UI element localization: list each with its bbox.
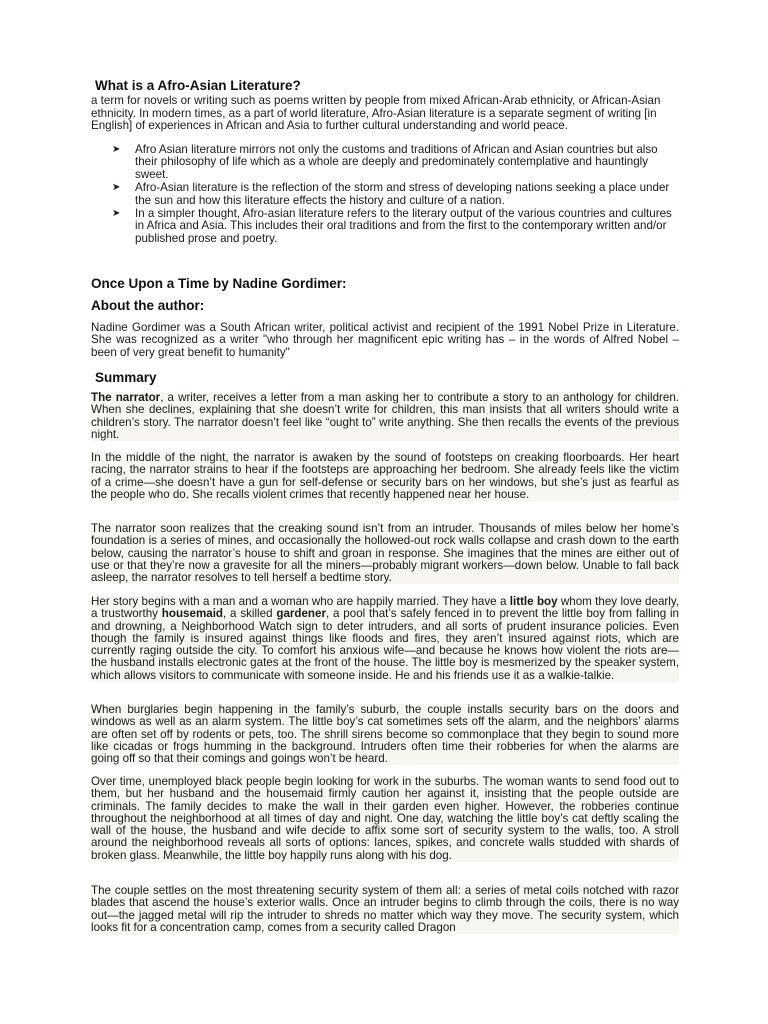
- summary-paragraph-5: When burglaries begin happening in the family’s suburb, the couple installs security bars on the doors and windows as well as an alarm system. The little boy’s cat sometimes sets off the alarm, and the neighbors’ alarms are often set off by rodents or pets, too. The shrill sirens become so commonplace that they begin to sound more like cicadas or frogs humming in the background. Intruders often time their robberies for when the alarms are going off so that their comings and goings won’t be heard.: [91, 703, 679, 766]
- arrowhead-bullet-icon: ➤: [112, 182, 121, 194]
- bullet-list: [112, 144, 678, 246]
- intro-paragraph: a term for novels or writing such as poems written by people from mixed African-Arab ethnicity, or African-Asian ethnicity. In modern times, as a part of world literature, Afro-Asian literature is a separate segment of writing [in English] of experiences in African and Asia to further cultural understanding and world peace.: [91, 94, 661, 132]
- section-title: What is a Afro-Asian Literature?: [95, 78, 301, 93]
- arrowhead-bullet-icon: ➤: [112, 144, 121, 155]
- list-item: ➤ In a simpler thought, Afro-asian literature refers to the literary output of the various countries and cultures in Africa and Asia. This includes their oral traditions and from the first to the contemporary written and/or published prose and poetry.: [112, 207, 672, 245]
- summary-paragraph-4: Her story begins with a man and a woman who are happily married. They have a little boy whom they love dearly, a trustworthy housemaid, a skilled gardener, a pool that’s safely fenced in to prevent the little boy from falling in and drowning, a Neighborhood Watch sign to deter intruders, and all sorts of prudent insurance policies. Even though the family is insured against things like floods and fires, they aren’t insured against riots, which are currently raging outside the city. To comfort his anxious wife—and because he knows how violent the riots are—the husband installs electronic gates at the front of the house. The little boy is mesmerized by the speaker system, which allows visitors to communicate with someone inside. He and his friends use it as a walkie-talkie.: [91, 595, 679, 682]
- list-item: ➤ Afro-Asian literature is the reflection of the storm and stress of developing nations seeking a place under the sun and how this literature effects the history and culture of a nation.: [112, 181, 670, 207]
- summary-paragraph-7: The couple settles on the most threatening security system of them all: a series of metal coils notched with razor blades that ascend the house’s exterior walls. Once an intruder begins to climb through the coils, there is no way out—the jagged metal will rip the intruder to shreds no matter which way they move. The security system, which looks fit for a concentration camp, comes from a security called Dragon: [91, 884, 679, 934]
- summary-paragraph-6: Over time, unemployed black people begin looking for work in the suburbs. The woman wants to send food out to them, but her husband and the housemaid firmly caution her against it, insisting that the people outside are criminals. The family decides to make the wall in their garden even higher. However, the robberies continue throughout the neighborhood at all times of day and night. One day, watching the little boy’s cat deftly scaling the wall of the house, the husband and wife decide to affix some sort of security system to the walls, too. A stroll around the neighborhood reveals all sorts of options: lances, spikes, and concrete walls studded with shards of broken glass. Meanwhile, the little boy happily runs along with his dog.: [91, 775, 679, 862]
- about-author-heading: About the author:: [91, 298, 205, 313]
- story-heading: Once Upon a Time by Nadine Gordimer:: [91, 276, 347, 291]
- arrowhead-bullet-icon: ➤: [112, 208, 121, 220]
- summary-heading: Summary: [95, 370, 157, 385]
- summary-paragraph-1: The narrator, a writer, receives a letter from a man asking her to contribute a story to an anthology for children. When she declines, explaining that she doesn’t write for children, this man insists that all writers should write a children’s story. The narrator doesn’t feel like “ought to” write anything. She then recalls the events of the previous night.: [91, 391, 680, 441]
- summary-paragraph-2: In the middle of the night, the narrator is awaken by the sound of footsteps on creaking floorboards. Her heart racing, the narrator strains to hear if the footsteps are approaching her bedroom. She already feels like the victim of a crime—she doesn’t have a gun for self-defense or security bars on her windows, but she’s just as fearful as the people who do. She recalls violent crimes that recently happened near her house.: [91, 451, 679, 501]
- about-author-text: Nadine Gordimer was a South African writer, political activist and recipient of the 1991 Nobel Prize in Literature. She was recognized as a writer "who through her magnificent epic writing has – in the words of Alfred Nobel – been of very great benefit to humanity": [91, 321, 679, 359]
- list-item: ➤ Afro Asian literature mirrors not only the customs and traditions of African and Asian countries but also their philosophy of life which as a whole are deeply and predominately contemplative and hauntingly sweet.: [112, 143, 658, 181]
- summary-paragraph-3: The narrator soon realizes that the creaking sound isn’t from an intruder. Thousands of miles below her home’s foundation is a series of mines, and occasionally the hollowed-out rock walls collapse and crash down to the earth below, causing the narrator’s house to shift and groan in response. She imagines that the mines are either out of use or that they’re now a gravesite for all the miners—probably migrant workers—down below. Unable to fall back asleep, the narrator resolves to tell herself a bedtime story.: [91, 522, 679, 585]
